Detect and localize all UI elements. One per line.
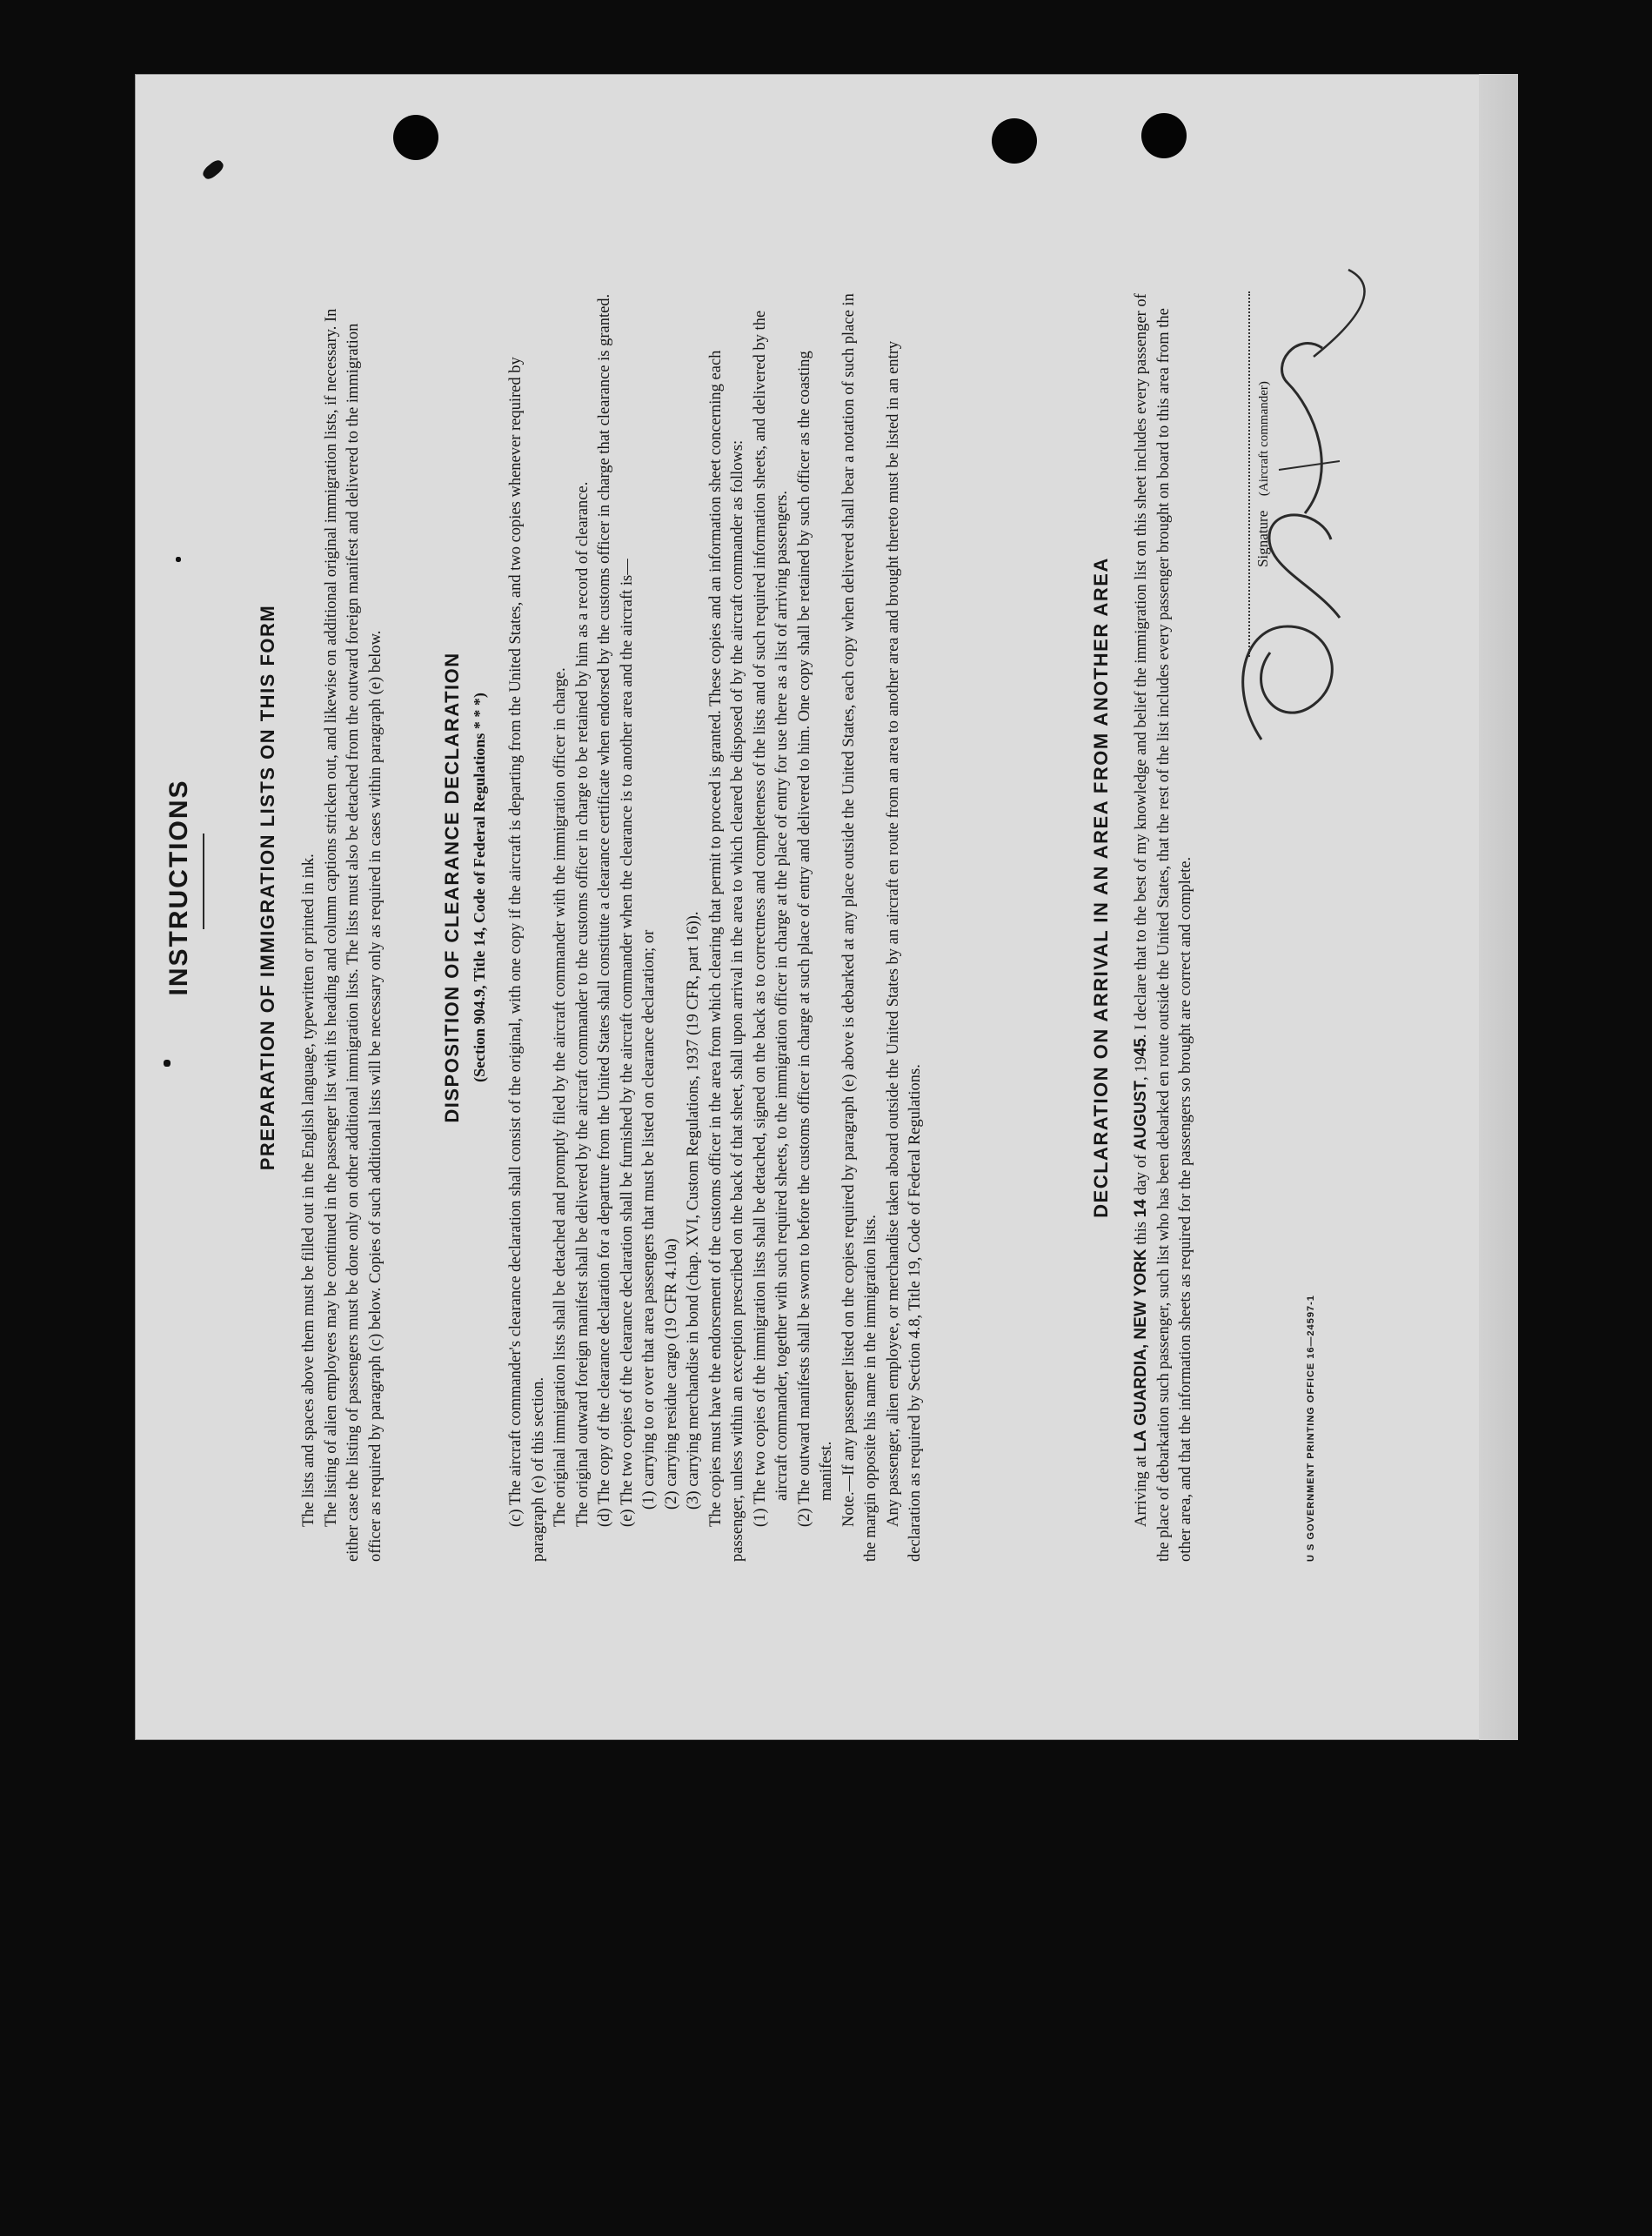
- paragraph-copies: The copies must have the endorsement of the customs officer in the area from which clearing that permit to proceed is granted. These copies and an information sheet concerning each passenger, unless within an exception prescribed on the back of that sheet, shall upon arrival in the area to which cleared be disposed of by the aircraft commander as follows:: [706, 350, 746, 1562]
- section-heading-preparation: PREPARATION OF IMMIGRATION LISTS ON THIS FORM: [257, 604, 278, 1171]
- arrival-month-stamp: AUGUST: [1132, 1081, 1150, 1151]
- declaration-body: [1130, 291, 1198, 1562]
- section-preparation-body: [298, 291, 387, 1562]
- signature-label: Signature: [1254, 510, 1271, 567]
- title-underline: [203, 833, 204, 929]
- page-title: INSTRUCTIONS: [164, 779, 193, 996]
- declaration-text: I declare that to the best of my knowledge and belief the immigration list on this sheet includes every passenger of the place of debarkation such passenger, such list who has been debarked en route outside the United States, that the rest of the list includes every passenger brought on board to this area from the other area, and that the information sheets as required for the passengers so brought are correct and complete.: [1133, 293, 1194, 1562]
- declaration-paragraph: Arriving at LA GUARDIA, NEW YORK this 14 day of AUGUST, 1945. I declare that to the best of my knowledge and belief the immigration list on this sheet includes every passenger of the place of debarkation such passenger, such list who has been debarked en route outside the United States, that the rest of the list includes every passenger brought on board to this area from the other area, and that the information sheets as required for the passengers so brought are correct and complete.: [1132, 293, 1194, 1562]
- paragraph-c: (c) The aircraft commander's clearance declaration shall consist of the original, with one copy if the aircraft is departing from the United States, and two copies whenever required by paragraph (e) of this section.: [507, 357, 547, 1562]
- section-heading-disposition: DISPOSITION OF CLEARANCE DECLARATION: [441, 652, 463, 1123]
- paragraph-any: Any passenger, alien employee, or merchandise taken aboard outside the United States by an aircraft en route from an area to another area and brought thereto must be listed in an entry declaration as required by Section 4.8, Title 19, Code of Federal Regulations.: [884, 340, 924, 1562]
- day-label: day of: [1133, 1154, 1150, 1195]
- arrival-day-stamp: 14: [1132, 1199, 1150, 1218]
- signature-role: (Aircraft commander): [1257, 381, 1271, 497]
- numbered-item: (1) The two copies of the immigration lists shall be detached, signed on the back as to correctness and completeness of the lists and of such required information sheets, and delivered by the aircraft commander, together with such required sheets, to the immigration officer in charge at the place of entry for use there as a list of arriving passengers.: [751, 310, 791, 1527]
- printing-office-footer: U S GOVERNMENT PRINTING OFFICE 16—24597-1: [1306, 1295, 1316, 1562]
- note: Note.—If any passenger listed on the copies required by paragraph (e) above is debarked at any place outside the United States, each copy when delivered shall bear a notation of such place in the margin opposite his name in the immigration lists.: [839, 293, 880, 1562]
- arriving-prefix: Arriving at: [1133, 1456, 1150, 1527]
- paragraph-c2: The original outward foreign manifest shall be delivered by the aircraft commander to the customs officer in charge to be retained by him as a record of clearance.: [573, 481, 592, 1527]
- year-prefix: 19: [1133, 1056, 1150, 1073]
- paragraph-d: (d) The copy of the clearance declaration for a departure from the United States shall constitute a clearance certificate when endorsed by the customs officer in charge that clearance is granted.: [596, 293, 613, 1527]
- sheet-fold: [1479, 74, 1518, 1740]
- section-disposition-body: [505, 291, 927, 1562]
- list-item: (3) carrying merchandise in bond (chap. XVI, Custom Regulations, 1937 (19 CFR, part 16)).: [685, 911, 702, 1510]
- arrival-place-stamp: LA GUARDIA, NEW YORK: [1132, 1249, 1150, 1452]
- section-heading-declaration: DECLARATION ON ARRIVAL IN AN AREA FROM ANOTHER AREA: [1090, 557, 1112, 1218]
- paragraph-e: (e) The two copies of the clearance declaration shall be furnished by the aircraft commander when the clearance is to another area and the aircraft is—: [618, 559, 636, 1527]
- rotated-form-content: [100, 113, 1335, 1662]
- this-label: this: [1133, 1222, 1150, 1245]
- numbered-item: (2) The outward manifests shall be sworn to before the customs officer in charge at such place of entry and delivered to him. One copy shall be retained by such officer as the coasting manifest.: [795, 351, 835, 1527]
- paragraph: The listing of alien employees may be continued in the passenger list with its heading and column captions stricken out, and likewise on additional original immigration lists, if necessary. In either case the listing of passengers must be done only on other additional immigration lists. The lists must also be detached from the outward foreign manifest and delivered to the immigration officer as required by paragraph (c) below. Copies of such additional lists will be necessary only as required in cases within paragraph (e) below.: [322, 308, 385, 1562]
- handwritten-signature: [1209, 252, 1409, 774]
- paragraph-c1: The original immigration lists shall be detached and promptly filed by the aircraft commander with the immigration officer in charge.: [552, 667, 569, 1527]
- paragraph: The lists and spaces above them must be filled out in the English language, typewritten or printed in ink.: [300, 854, 318, 1527]
- arrival-year-stamp: 45: [1132, 1038, 1150, 1057]
- list-item: (1) carrying to or over that area passengers that must be listed on clearance declaration; or: [640, 929, 658, 1510]
- section-subheading-citation: (Section 904.9, Title 14, Code of Federal Regulations * * *): [471, 693, 488, 1082]
- list-item: (2) carrying residue cargo (19 CFR 4.10a): [662, 1238, 680, 1510]
